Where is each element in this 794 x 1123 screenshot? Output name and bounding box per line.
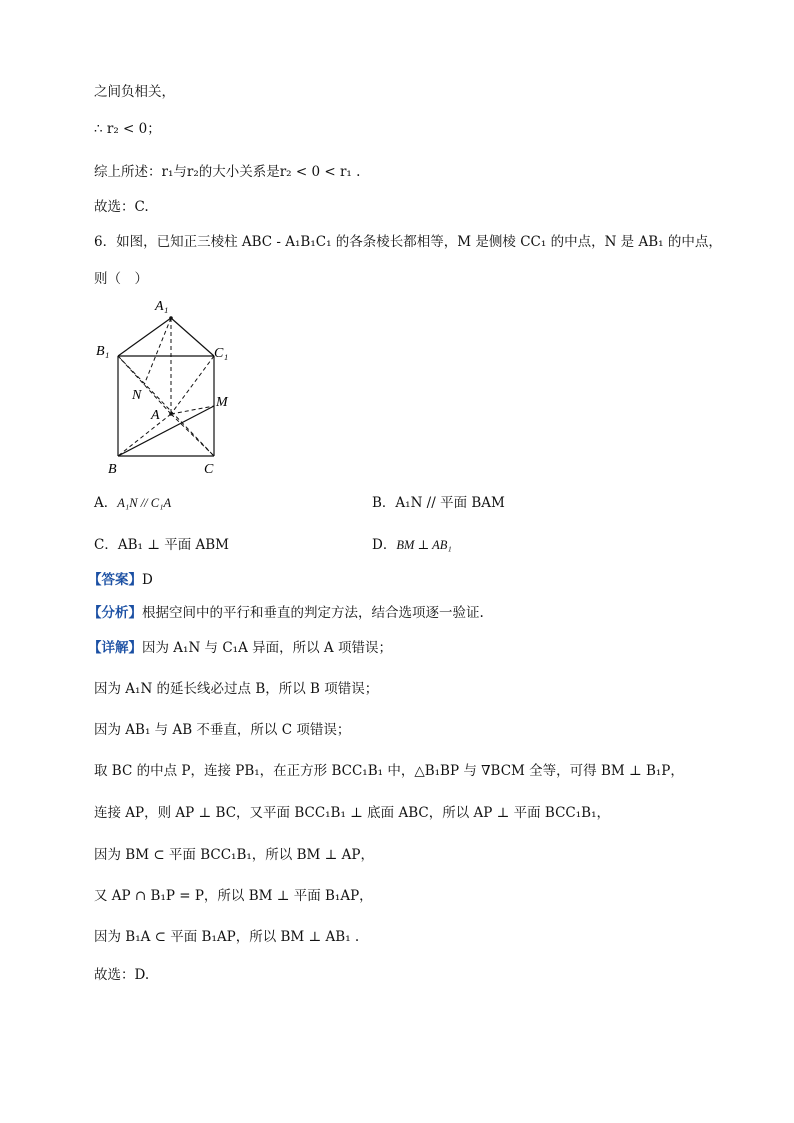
question-stem-end: 则（ ） [94,271,148,287]
segment-c1-a [171,356,214,414]
solution-line-5: 因为 BM ⊂ 平面 BCC₁B₁，所以 BM ⊥ AP， [94,847,374,863]
solution-line-4: 连接 AP，则 AP ⊥ BC，又平面 BCC₁B₁ ⊥ 底面 ABC，所以 AP ⊥ 平面 BCC₁B₁， [94,805,610,821]
point-a [169,412,173,416]
solution-line-1: 因为 A₁N 的延长线必过点 B，所以 B 项错误； [94,681,379,697]
option-a-letter: A． [94,495,118,511]
detail-line [88,638,392,658]
option-c[interactable] [94,535,229,555]
option-b[interactable] [372,493,505,513]
prism-figure [90,290,250,480]
segment-b1-c [118,356,214,456]
option-c-text: AB₁ ⊥ 平面 ABM [117,537,229,553]
option-a-text: A₁N // C₁A [117,496,172,510]
answer-value: D [142,572,153,588]
option-b-text: A₁N // 平面 BAM [395,495,505,511]
analysis-label: 【分析】 [88,605,142,621]
text-line-2: ∴ r₂ < 0； [94,121,161,137]
label-b1: B₁ [96,344,110,359]
edge-a1-c1 [171,318,214,356]
option-a[interactable] [94,493,171,513]
option-d-letter: D． [372,537,397,553]
option-d-text: BM ⊥ AB₁ [396,538,452,552]
detail-text: 因为 A₁N 与 C₁A 异面，所以 A 项错误； [142,640,392,656]
label-a: A [151,408,160,423]
edge-a1-b1 [118,318,171,356]
solution-line-3: 取 BC 的中点 P，连接 PB₁，在正方形 BCC₁B₁ 中，△B₁BP 与 ∇BCM 全等，可得 BM ⊥ B₁P， [94,763,684,779]
analysis-text: 根据空间中的平行和垂直的判定方法，结合选项逐一验证. [142,605,484,621]
label-a1: A₁ [155,299,169,314]
option-d[interactable] [372,535,452,555]
solution-line-6: 又 AP ∩ B₁P = P，所以 BM ⊥ 平面 B₁AP， [94,888,373,904]
text-line-4: 故选：C. [94,199,149,215]
label-n: N [132,388,142,403]
solution-line-7: 因为 B₁A ⊂ 平面 B₁AP，所以 BM ⊥ AB₁ . [94,929,360,945]
detail-label: 【详解】 [88,640,142,656]
text-line-3: 综上所述：r₁与r₂的大小关系是r₂ < 0 < r₁ . [94,164,361,180]
solution-line-8: 故选：D. [94,967,150,983]
answer-line [88,570,153,590]
option-b-letter: B． [372,495,396,511]
edge-a-b [118,414,171,456]
segment-b-m [118,406,214,456]
option-c-letter: C． [94,537,118,553]
question-stem: 6．如图，已知正三棱柱 ABC - A₁B₁C₁ 的各条棱长都相等，M 是侧棱 CC₁ 的中点，N 是 AB₁ 的中点， [94,234,722,250]
text-line-1: 之间负相关， [94,84,175,100]
label-c1: C₁ [214,346,229,361]
solution-line-2: 因为 AB₁ 与 AB 不垂直，所以 C 项错误； [94,722,351,738]
label-c: C [204,462,214,477]
label-m: M [216,395,228,410]
point-a1 [169,316,173,320]
analysis-line [88,603,484,623]
label-b: B [108,462,117,477]
answer-label: 【答案】 [88,572,142,588]
